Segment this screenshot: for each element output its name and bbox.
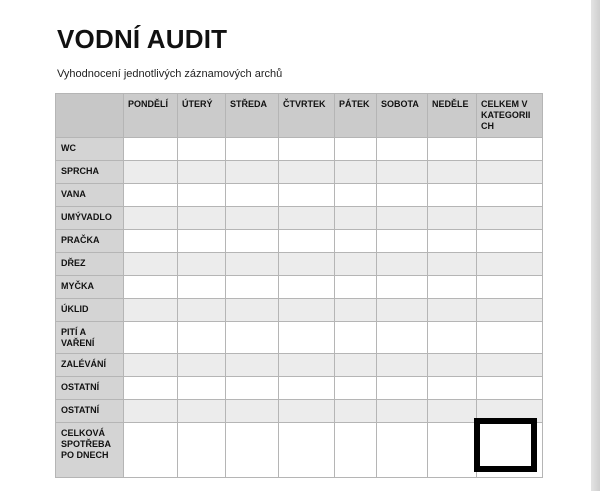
table-cell[interactable] xyxy=(279,253,335,276)
table-cell[interactable] xyxy=(178,354,226,377)
row-label-pracka: PRAČKA xyxy=(56,230,124,253)
table-cell[interactable] xyxy=(279,423,335,478)
table-cell[interactable] xyxy=(377,299,428,322)
table-cell[interactable] xyxy=(279,230,335,253)
table-cell[interactable] xyxy=(428,354,477,377)
page-title: VODNÍ AUDIT xyxy=(57,24,228,54)
table-cell[interactable] xyxy=(477,138,543,161)
table-cell[interactable] xyxy=(279,276,335,299)
table-cell[interactable] xyxy=(335,377,377,400)
table-cell[interactable] xyxy=(477,207,543,230)
table-cell[interactable] xyxy=(279,184,335,207)
table-cell[interactable] xyxy=(279,400,335,423)
table-cell[interactable] xyxy=(428,161,477,184)
table-cell[interactable] xyxy=(178,184,226,207)
table-cell[interactable] xyxy=(178,299,226,322)
table-row xyxy=(56,299,543,322)
table-cell[interactable] xyxy=(279,322,335,354)
table-cell[interactable] xyxy=(428,138,477,161)
table-cell[interactable] xyxy=(428,299,477,322)
row-label-ostatni-2: OSTATNÍ xyxy=(56,400,124,423)
grand-total-cell[interactable] xyxy=(477,423,543,478)
table-cell[interactable] xyxy=(279,377,335,400)
table-cell[interactable] xyxy=(477,230,543,253)
table-row xyxy=(56,377,543,400)
column-header-wednesday: STŘEDA xyxy=(226,94,279,138)
row-label-drez: DŘEZ xyxy=(56,253,124,276)
table-cell[interactable] xyxy=(428,276,477,299)
table-cell[interactable] xyxy=(226,322,279,354)
column-header-saturday: SOBOTA xyxy=(377,94,428,138)
table-cell[interactable] xyxy=(124,184,178,207)
table-row xyxy=(56,354,543,377)
table-cell[interactable] xyxy=(124,207,178,230)
table-cell[interactable] xyxy=(279,138,335,161)
table-cell[interactable] xyxy=(377,161,428,184)
table-cell[interactable] xyxy=(428,377,477,400)
table-cell[interactable] xyxy=(226,276,279,299)
row-label-vana: VANA xyxy=(56,184,124,207)
row-label-piti-a-vareni: PITÍ A VAŘENÍ xyxy=(56,322,124,354)
table-cell[interactable] xyxy=(477,276,543,299)
table-cell[interactable] xyxy=(377,253,428,276)
table-cell[interactable] xyxy=(477,184,543,207)
table-row xyxy=(56,184,543,207)
table-cell[interactable] xyxy=(124,276,178,299)
table-cell[interactable] xyxy=(178,138,226,161)
table-cell[interactable] xyxy=(428,230,477,253)
column-header-friday: PÁTEK xyxy=(335,94,377,138)
row-label-uklid: ÚKLID xyxy=(56,299,124,322)
table-cell[interactable] xyxy=(124,253,178,276)
table-cell[interactable] xyxy=(335,184,377,207)
table-cell[interactable] xyxy=(226,253,279,276)
table-cell[interactable] xyxy=(124,161,178,184)
table-cell[interactable] xyxy=(377,400,428,423)
table-cell[interactable] xyxy=(226,161,279,184)
table-cell[interactable] xyxy=(124,400,178,423)
table-row xyxy=(56,276,543,299)
table-cell[interactable] xyxy=(226,230,279,253)
table-cell[interactable] xyxy=(124,377,178,400)
column-header-monday: PONDĚLÍ xyxy=(124,94,178,138)
table-cell[interactable] xyxy=(178,161,226,184)
table-row xyxy=(56,400,543,423)
table-cell[interactable] xyxy=(377,423,428,478)
table-cell[interactable] xyxy=(178,207,226,230)
table-cell[interactable] xyxy=(178,276,226,299)
table-cell[interactable] xyxy=(226,138,279,161)
table-cell[interactable] xyxy=(124,354,178,377)
row-label-wc: WC xyxy=(56,138,124,161)
table-cell[interactable] xyxy=(178,400,226,423)
table-cell[interactable] xyxy=(178,253,226,276)
table-row xyxy=(56,138,543,161)
table-cell[interactable] xyxy=(428,184,477,207)
table-cell[interactable] xyxy=(226,354,279,377)
table-cell[interactable] xyxy=(428,207,477,230)
table-row xyxy=(56,207,543,230)
table-cell[interactable] xyxy=(377,354,428,377)
row-label-zalevani: ZALÉVÁNÍ xyxy=(56,354,124,377)
table-cell[interactable] xyxy=(335,322,377,354)
table-cell[interactable] xyxy=(124,322,178,354)
table-cell[interactable] xyxy=(335,299,377,322)
page-edge xyxy=(591,0,600,491)
table-cell[interactable] xyxy=(335,423,377,478)
table-cell[interactable] xyxy=(279,161,335,184)
column-header-tuesday: ÚTERÝ xyxy=(178,94,226,138)
table-cell[interactable] xyxy=(335,400,377,423)
table-row xyxy=(56,230,543,253)
table-cell[interactable] xyxy=(124,423,178,478)
column-header-thursday: ČTVRTEK xyxy=(279,94,335,138)
table-row xyxy=(56,161,543,184)
table-cell[interactable] xyxy=(279,354,335,377)
table-cell[interactable] xyxy=(335,354,377,377)
table-cell[interactable] xyxy=(226,423,279,478)
daily-total-row xyxy=(56,423,543,478)
table-cell[interactable] xyxy=(226,400,279,423)
table-cell[interactable] xyxy=(335,207,377,230)
column-header-sunday: NEDĚLE xyxy=(428,94,477,138)
table-cell[interactable] xyxy=(335,161,377,184)
table-cell[interactable] xyxy=(226,377,279,400)
table-cell[interactable] xyxy=(226,207,279,230)
table-cell[interactable] xyxy=(477,299,543,322)
table-cell[interactable] xyxy=(335,276,377,299)
table-cell[interactable] xyxy=(335,138,377,161)
water-audit-table xyxy=(55,93,543,478)
table-cell[interactable] xyxy=(428,253,477,276)
row-label-sprcha: SPRCHA xyxy=(56,161,124,184)
table-cell[interactable] xyxy=(428,400,477,423)
table-cell[interactable] xyxy=(377,322,428,354)
row-label-ostatni-1: OSTATNÍ xyxy=(56,377,124,400)
column-header-category-total: CELKEM V KATEGORII CH xyxy=(477,94,543,138)
header-row xyxy=(56,94,543,138)
table-cell[interactable] xyxy=(178,423,226,478)
table-cell[interactable] xyxy=(279,207,335,230)
table-cell[interactable] xyxy=(377,138,428,161)
table-cell[interactable] xyxy=(428,322,477,354)
table-cell[interactable] xyxy=(335,230,377,253)
table-cell[interactable] xyxy=(477,253,543,276)
table-cell[interactable] xyxy=(178,377,226,400)
table-cell[interactable] xyxy=(477,354,543,377)
page-subtitle: Vyhodnocení jednotlivých záznamových archů xyxy=(57,68,283,80)
row-label-mycka: MYČKA xyxy=(56,276,124,299)
table-cell[interactable] xyxy=(178,322,226,354)
table-cell[interactable] xyxy=(279,299,335,322)
table-row xyxy=(56,253,543,276)
table-row xyxy=(56,322,543,354)
table-cell[interactable] xyxy=(377,230,428,253)
row-label-umyvadlo: UMÝVADLO xyxy=(56,207,124,230)
header-corner-cell xyxy=(56,94,124,138)
table-cell[interactable] xyxy=(335,253,377,276)
table-cell[interactable] xyxy=(178,230,226,253)
table-cell[interactable] xyxy=(226,299,279,322)
table-cell[interactable] xyxy=(124,230,178,253)
table-cell[interactable] xyxy=(377,207,428,230)
grand-total-box[interactable] xyxy=(474,418,537,472)
table-cell[interactable] xyxy=(377,377,428,400)
table-cell[interactable] xyxy=(377,276,428,299)
table-cell[interactable] xyxy=(377,184,428,207)
table-cell[interactable] xyxy=(226,184,279,207)
row-label-celkova-spotreba: CELKOVÁ SPOTŘEBA PO DNECH xyxy=(56,423,124,478)
table-cell[interactable] xyxy=(124,299,178,322)
table-cell[interactable] xyxy=(124,138,178,161)
table-cell[interactable] xyxy=(428,423,477,478)
table-cell[interactable] xyxy=(477,322,543,354)
table-cell[interactable] xyxy=(477,161,543,184)
table-cell[interactable] xyxy=(477,377,543,400)
